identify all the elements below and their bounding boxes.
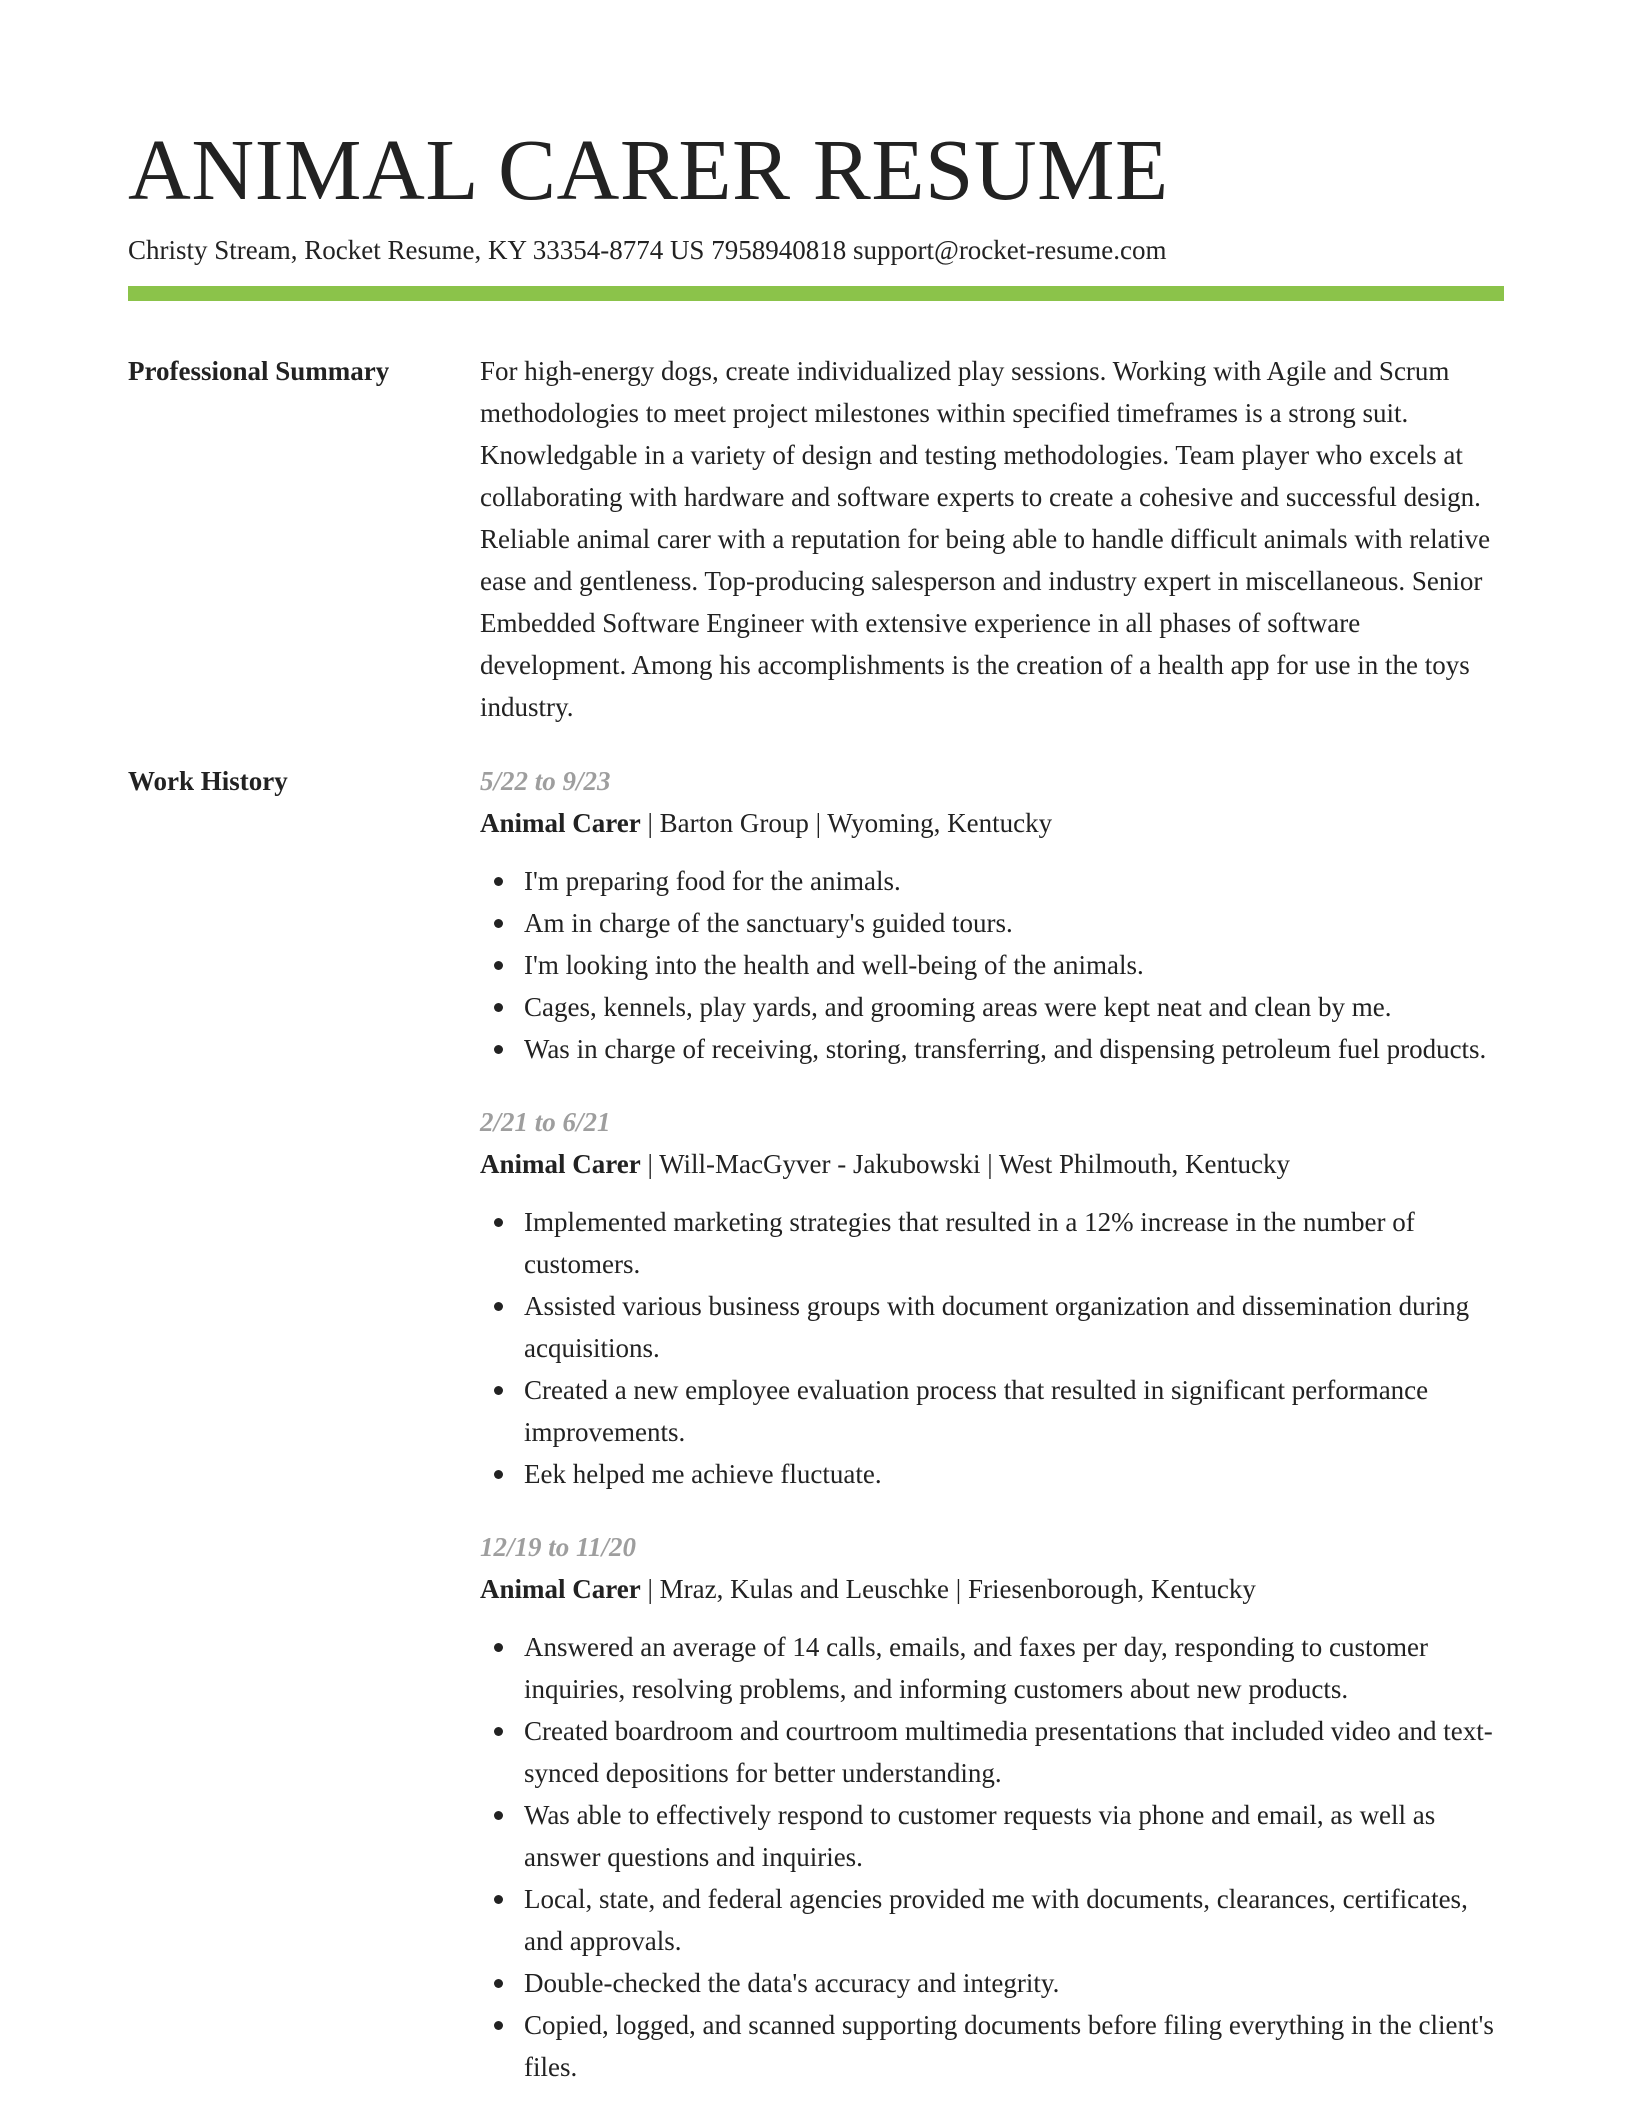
summary-text: For high-energy dogs, create individualized play sessions. Working with Agile and Scrum methodologies to meet project milestones within specified timeframes is a strong suit. Knowledgable in a variety of design and testing methodologies. Team player who excels at collaborating with hardware and software experts to create a cohesive and successful design. Reliable animal carer with a reputation for being able to handle difficult animals with relative ease and gentleness. Top-producing salesperson and industry expert in miscellaneous. Senior Embedded Software Engineer with extensive experience in all phases of software development. Among his accomplishments is the creation of a health app for use in the toys industry. bbox=[480, 356, 1491, 722]
list-item: Assisted various business groups with document organization and dissemination during acquisitions. bbox=[524, 1285, 1504, 1369]
list-item: Implemented marketing strategies that resulted in a 12% increase in the number of customers. bbox=[524, 1201, 1504, 1285]
list-item: Answered an average of 14 calls, emails, and faxes per day, responding to customer inquiries, resolving problems, and informing customers about new products. bbox=[524, 1626, 1504, 1710]
job-entry bbox=[480, 760, 1504, 1070]
job-details: | Mraz, Kulas and Leuschke | Friesenborough, Kentucky bbox=[640, 1574, 1256, 1604]
list-item: Eek helped me achieve fluctuate. bbox=[524, 1453, 1504, 1495]
resume-title: ANIMAL CARER RESUME bbox=[128, 121, 1169, 218]
section-label-summary: Professional Summary bbox=[128, 356, 390, 386]
bullet-icon bbox=[494, 1727, 503, 1736]
header-divider bbox=[128, 286, 1504, 301]
list-item: Created a new employee evaluation process that resulted in significant performance improvements. bbox=[524, 1369, 1504, 1453]
bullet-icon bbox=[494, 1811, 503, 1820]
list-item: I'm preparing food for the animals. bbox=[524, 860, 1504, 902]
job-entry bbox=[480, 1101, 1504, 1495]
list-item: Copied, logged, and scanned supporting documents before filing everything in the client's files. bbox=[524, 2004, 1504, 2088]
job-dates: 5/22 to 9/23 bbox=[480, 766, 611, 796]
bullet-icon bbox=[494, 1895, 503, 1904]
bullet-icon bbox=[494, 2021, 503, 2030]
job-title: Animal Carer bbox=[480, 1149, 641, 1179]
job-details: | Will-MacGyver - Jakubowski | West Philmouth, Kentucky bbox=[640, 1149, 1290, 1179]
list-item: I'm looking into the health and well-being of the animals. bbox=[524, 944, 1504, 986]
contact-line: Christy Stream, Rocket Resume, KY 33354-8774 US 7958940818 support@rocket-resume.com bbox=[128, 235, 1167, 265]
bullet-icon bbox=[494, 1045, 503, 1054]
bullet-icon bbox=[494, 1470, 503, 1479]
job-heading bbox=[480, 1143, 1504, 1185]
job-heading bbox=[480, 802, 1504, 844]
job-title: Animal Carer bbox=[480, 808, 641, 838]
job-title: Animal Carer bbox=[480, 1574, 641, 1604]
bullet-icon bbox=[494, 1218, 503, 1227]
bullet-icon bbox=[494, 1643, 503, 1652]
bullet-icon bbox=[494, 1003, 503, 1012]
list-item: Cages, kennels, play yards, and grooming areas were kept neat and clean by me. bbox=[524, 986, 1504, 1028]
section-label-work-history: Work History bbox=[128, 766, 288, 796]
work-history-section bbox=[480, 760, 1504, 2119]
job-details: | Barton Group | Wyoming, Kentucky bbox=[640, 808, 1053, 838]
job-bullets bbox=[480, 1626, 1504, 2088]
list-item: Was able to effectively respond to customer requests via phone and email, as well as answer questions and inquiries. bbox=[524, 1794, 1504, 1878]
bullet-icon bbox=[494, 1386, 503, 1395]
job-bullets bbox=[480, 860, 1504, 1070]
list-item: Was in charge of receiving, storing, transferring, and dispensing petroleum fuel products. bbox=[524, 1028, 1504, 1070]
bullet-icon bbox=[494, 1979, 503, 1988]
list-item: Double-checked the data's accuracy and integrity. bbox=[524, 1962, 1504, 2004]
job-dates: 2/21 to 6/21 bbox=[480, 1107, 611, 1137]
bullet-icon bbox=[494, 1302, 503, 1311]
job-bullets bbox=[480, 1201, 1504, 1495]
job-entry bbox=[480, 1526, 1504, 2088]
job-dates: 12/19 to 11/20 bbox=[480, 1532, 637, 1562]
bullet-icon bbox=[494, 961, 503, 970]
list-item: Local, state, and federal agencies provided me with documents, clearances, certificates, and approvals. bbox=[524, 1878, 1504, 1962]
list-item: Created boardroom and courtroom multimedia presentations that included video and text-synced depositions for better understanding. bbox=[524, 1710, 1504, 1794]
list-item: Am in charge of the sanctuary's guided tours. bbox=[524, 902, 1504, 944]
summary-section bbox=[480, 350, 1504, 728]
bullet-icon bbox=[494, 919, 503, 928]
bullet-icon bbox=[494, 877, 503, 886]
job-heading bbox=[480, 1568, 1504, 1610]
